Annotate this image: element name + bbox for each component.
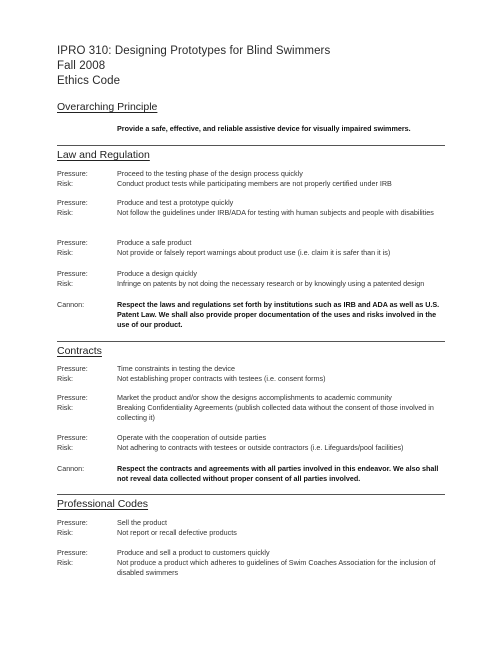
pressure-risk-entry — [57, 433, 447, 453]
section-title: Contracts — [57, 345, 102, 357]
risk-label: Risk: — [57, 528, 73, 537]
section-divider — [57, 494, 445, 495]
pressure-text: Operate with the cooperation of outside parties — [117, 433, 267, 442]
risk-text: Not provide or falsely report warnings about product use (i.e. claim it is safer than it is) — [117, 248, 391, 257]
section-divider — [57, 145, 445, 146]
cannon-text: Respect the contracts and agreements with all parties involved in this endeavor. We also shall not reveal data collected without proper consent of all parties involved. — [117, 464, 439, 483]
risk-label: Risk: — [57, 248, 73, 257]
course-title: IPRO 310: Designing Prototypes for Blind Swimmers — [57, 45, 331, 57]
section-title: Law and Regulation — [57, 149, 150, 161]
cannon-label: Cannon: — [57, 464, 85, 473]
pressure-text: Proceed to the testing phase of the design process quickly — [117, 169, 303, 178]
cannon-entry — [57, 464, 447, 484]
risk-text: Conduct product tests while participating members are not properly certified under IRB — [117, 179, 392, 188]
pressure-risk-entry — [57, 548, 447, 578]
pressure-risk-entry — [57, 269, 447, 289]
pressure-label: Pressure: — [57, 169, 88, 178]
principle-text: Provide a safe, effective, and reliable assistive device for visually impaired swimmers. — [117, 124, 411, 133]
pressure-text: Market the product and/or show the designs accomplishments to academic community — [117, 393, 392, 402]
section-professional-codes — [57, 492, 445, 510]
pressure-risk-entry — [57, 198, 447, 218]
pressure-label: Pressure: — [57, 433, 88, 442]
risk-text: Not report or recall defective products — [117, 528, 237, 537]
section-overarching-principle — [57, 101, 445, 113]
pressure-text: Produce a design quickly — [117, 269, 197, 278]
pressure-label: Pressure: — [57, 548, 88, 557]
pressure-text: Time constraints in testing the device — [117, 364, 235, 373]
pressure-label: Pressure: — [57, 393, 88, 402]
risk-label: Risk: — [57, 558, 73, 567]
pressure-label: Pressure: — [57, 198, 88, 207]
pressure-text: Sell the product — [117, 518, 167, 527]
risk-text: Breaking Confidentiality Agreements (publish collected data without the consent of those involved in collecting it) — [117, 403, 434, 422]
section-title: Professional Codes — [57, 498, 149, 510]
risk-label: Risk: — [57, 179, 73, 188]
pressure-text: Produce a safe product — [117, 238, 192, 247]
risk-label: Risk: — [57, 208, 73, 217]
risk-text: Not produce a product which adheres to guidelines of Swim Coaches Association for the inclusion of disabled swimmers — [117, 558, 436, 577]
pressure-risk-entry — [57, 238, 447, 258]
risk-text: Not follow the guidelines under IRB/ADA for testing with human subjects and people with disabilities — [117, 208, 434, 217]
risk-label: Risk: — [57, 279, 73, 288]
cannon-label: Cannon: — [57, 300, 85, 309]
risk-label: Risk: — [57, 443, 73, 452]
cannon-entry — [57, 300, 447, 330]
pressure-label: Pressure: — [57, 269, 88, 278]
section-title: Overarching Principle — [57, 101, 158, 113]
risk-text: Not establishing proper contracts with testees (i.e. consent forms) — [117, 374, 326, 383]
section-contracts — [57, 339, 445, 357]
cannon-text: Respect the laws and regulations set forth by institutions such as IRB and ADA as well as U.S. Patent Law. We shall also provide proper documentation of the uses and risks involved in the use of our product. — [117, 300, 440, 329]
pressure-label: Pressure: — [57, 364, 88, 373]
risk-label: Risk: — [57, 403, 73, 412]
risk-text: Not adhering to contracts with testees or outside contractors (i.e. Lifeguards/pool facilities) — [117, 443, 404, 452]
pressure-risk-entry — [57, 518, 447, 538]
section-divider — [57, 341, 445, 342]
document-title: Ethics Code — [57, 75, 121, 87]
term: Fall 2008 — [57, 60, 106, 72]
pressure-label: Pressure: — [57, 518, 88, 527]
pressure-risk-entry — [57, 393, 447, 423]
document-header — [57, 44, 330, 89]
risk-label: Risk: — [57, 374, 73, 383]
risk-text: Infringe on patents by not doing the necessary research or by knowingly using a patented design — [117, 279, 425, 288]
pressure-text: Produce and test a prototype quickly — [117, 198, 234, 207]
section-law-and-regulation — [57, 143, 445, 161]
pressure-label: Pressure: — [57, 238, 88, 247]
pressure-text: Produce and sell a product to customers quickly — [117, 548, 270, 557]
pressure-risk-entry — [57, 364, 447, 384]
pressure-risk-entry — [57, 169, 447, 189]
